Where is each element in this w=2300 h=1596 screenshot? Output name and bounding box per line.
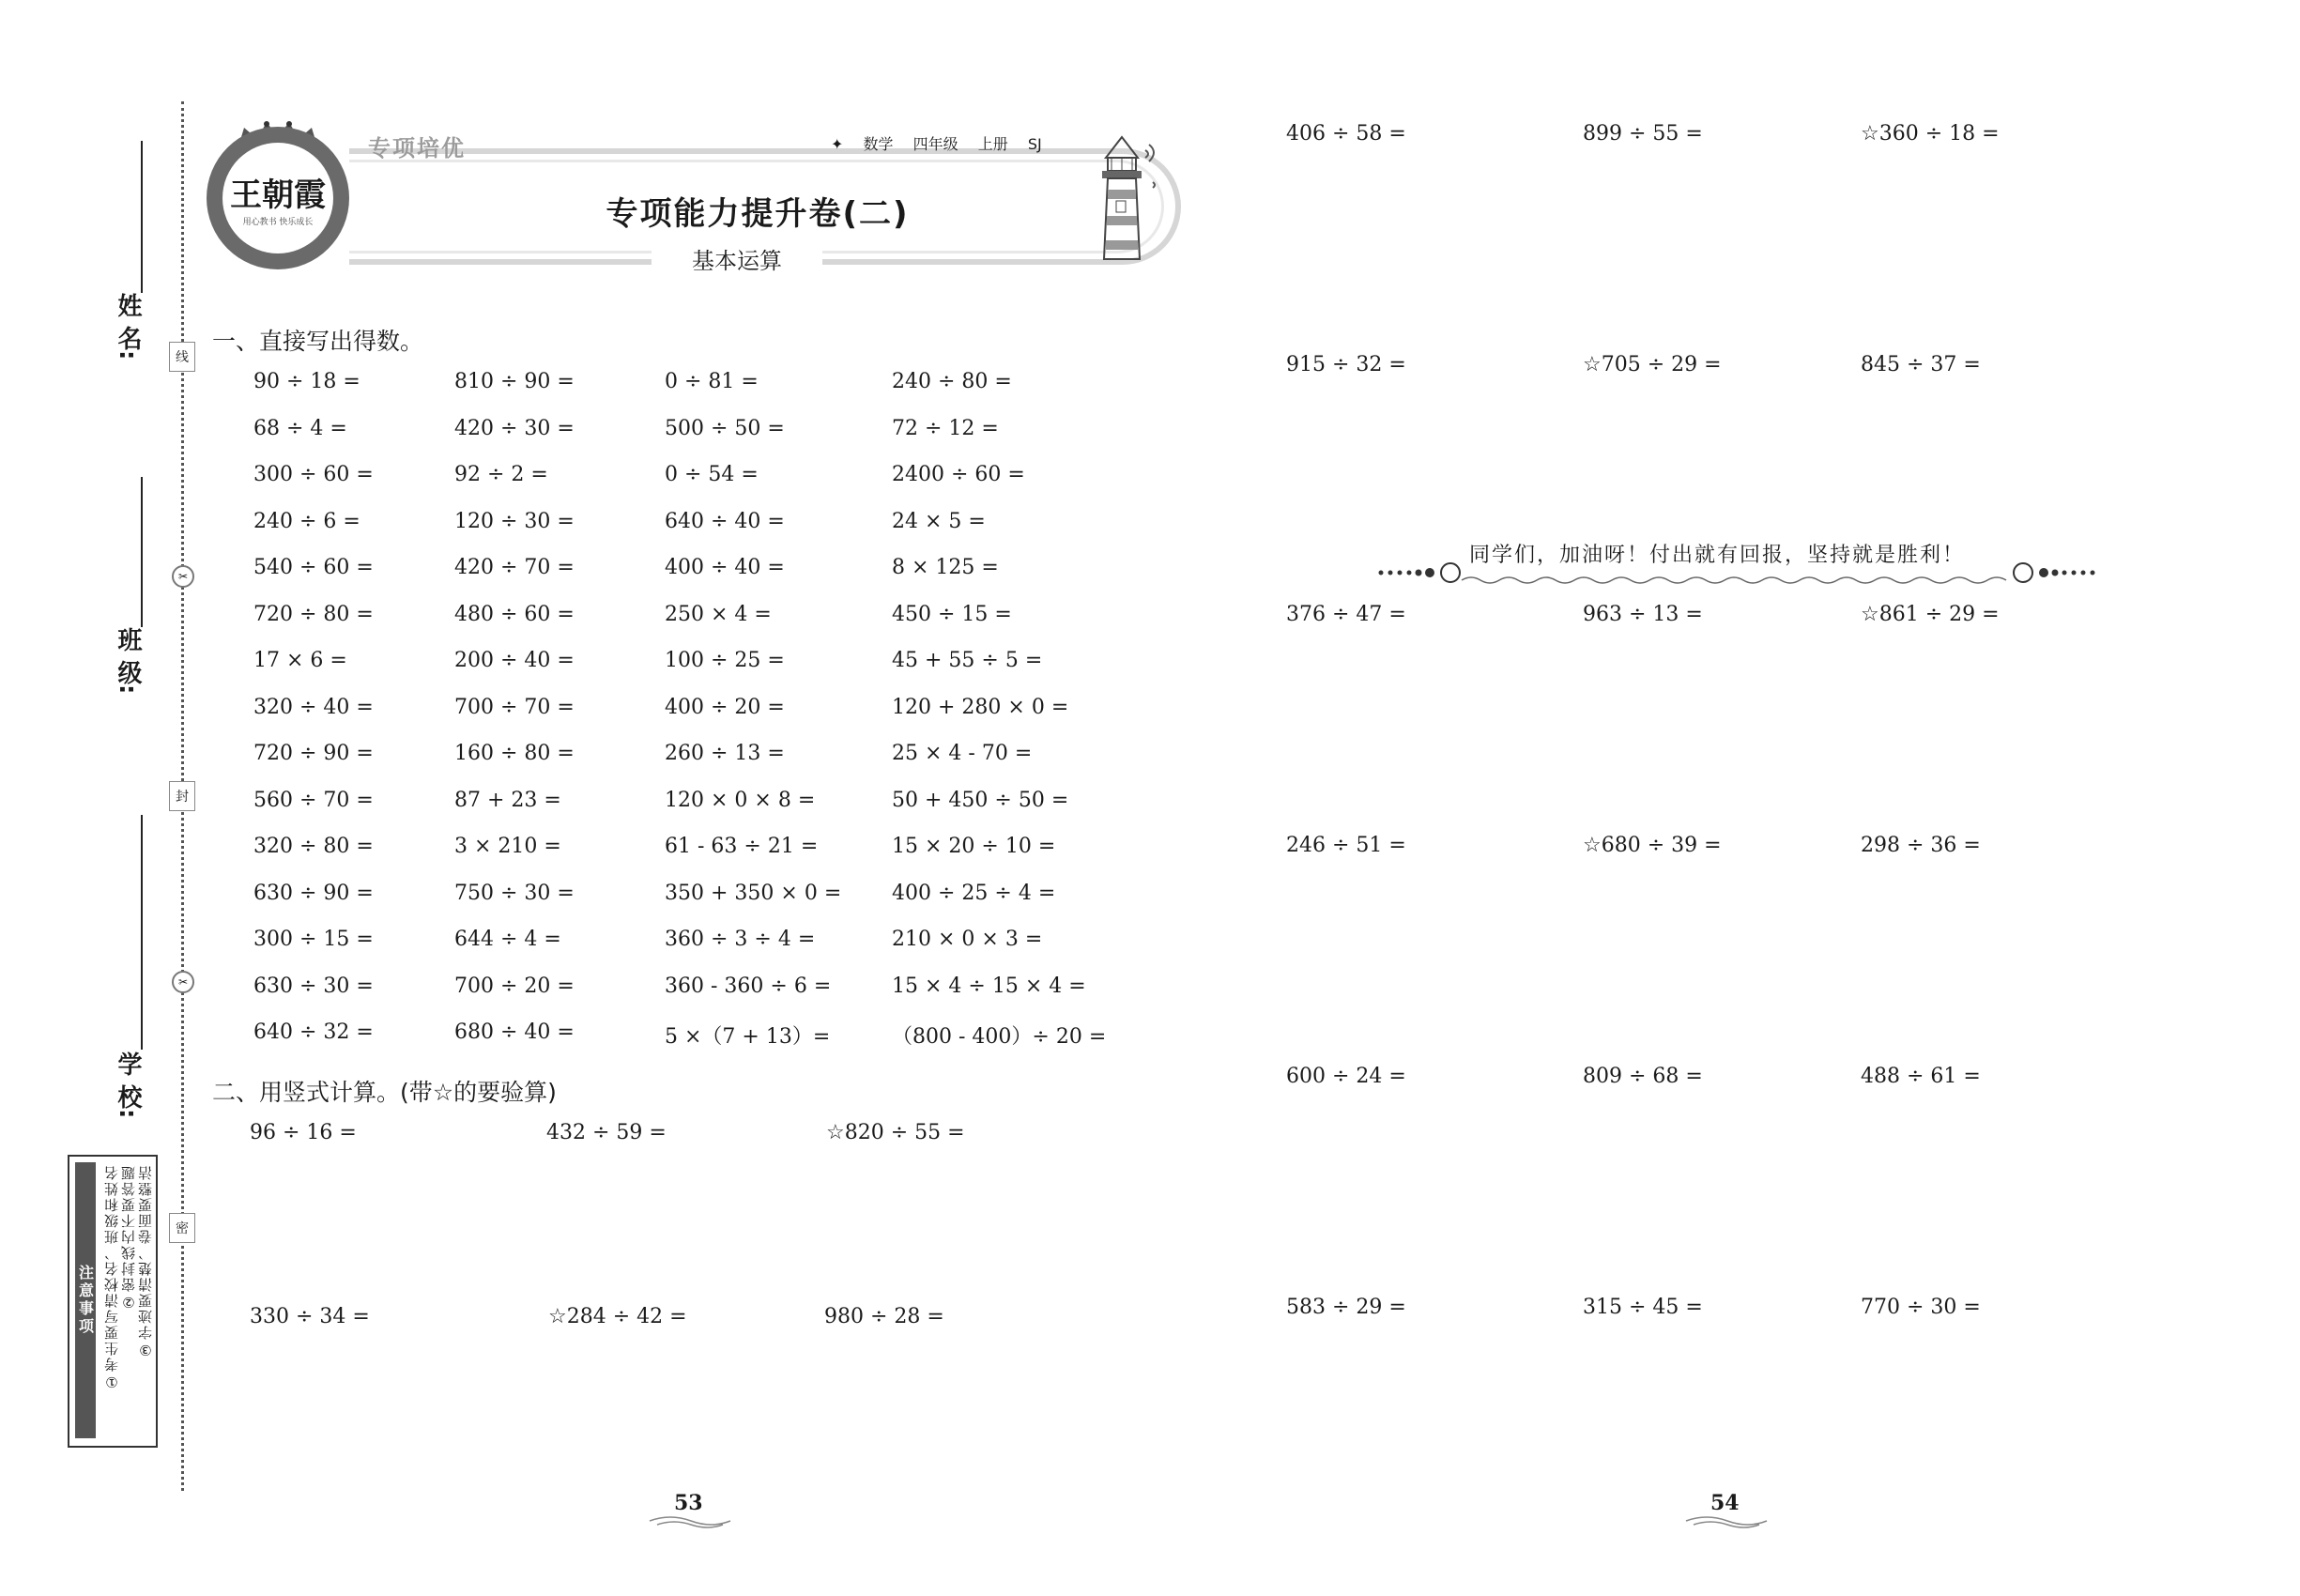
- mental-math-problem: 700 ÷ 20 =: [454, 974, 575, 998]
- notes-box: [68, 1155, 158, 1448]
- long-division-problem: 899 ÷ 55 =: [1583, 122, 1703, 146]
- long-division-problem: 809 ÷ 68 =: [1583, 1065, 1703, 1088]
- long-division-problem: 583 ÷ 29 =: [1286, 1296, 1406, 1319]
- mental-math-problem: 50 + 450 ÷ 50 =: [892, 788, 1069, 812]
- mental-math-problem: 17 × 6 =: [253, 649, 347, 672]
- mental-math-problem: 300 ÷ 15 =: [253, 928, 374, 951]
- decorative-wave-divider: [1375, 561, 2098, 590]
- mental-math-problem: 720 ÷ 90 =: [253, 742, 374, 765]
- long-division-problem: 406 ÷ 58 =: [1286, 122, 1406, 146]
- page-title: 专项能力提升卷(二): [606, 195, 910, 233]
- mental-math-problem: 640 ÷ 32 =: [253, 1021, 374, 1044]
- mental-math-problem: 120 ÷ 30 =: [454, 509, 575, 533]
- long-division-problem: 96 ÷ 16 =: [250, 1121, 357, 1144]
- long-division-problem: 315 ÷ 45 =: [1583, 1296, 1703, 1319]
- mental-math-problem: 320 ÷ 40 =: [253, 695, 374, 719]
- long-division-problem: 488 ÷ 61 =: [1861, 1065, 1981, 1088]
- mental-math-problem: 400 ÷ 25 ÷ 4 =: [892, 881, 1056, 905]
- mental-math-problem: 260 ÷ 13 =: [665, 742, 785, 765]
- mental-math-problem: 3 × 210 =: [454, 835, 561, 858]
- note-item: ②密封线内不要答题: [120, 1164, 137, 1311]
- long-division-problem: ☆705 ÷ 29 =: [1583, 353, 1722, 376]
- mental-math-problem: 15 × 4 ÷ 15 × 4 =: [892, 974, 1086, 998]
- lighthouse-icon: [1080, 130, 1164, 263]
- long-division-problem: 845 ÷ 37 =: [1861, 353, 1981, 376]
- mental-math-problem: 250 × 4 =: [665, 602, 772, 626]
- motivation-text: 同学们，加油呀！付出就有回报，坚持就是胜利！: [1469, 544, 1966, 567]
- long-division-problem: ☆680 ÷ 39 =: [1583, 834, 1722, 857]
- long-division-problem: 432 ÷ 59 =: [546, 1121, 667, 1144]
- mental-math-problem: 120 + 280 × 0 =: [892, 695, 1069, 719]
- page-number-right: 54: [1710, 1491, 1740, 1515]
- mental-math-problem: 420 ÷ 30 =: [454, 416, 575, 440]
- mental-math-problem: 500 ÷ 50 =: [665, 416, 785, 440]
- long-division-problem: 963 ÷ 13 =: [1583, 603, 1703, 626]
- long-division-problem: 298 ÷ 36 =: [1861, 834, 1981, 857]
- mental-math-problem: 210 × 0 × 3 =: [892, 928, 1043, 951]
- logo-slogan: 用心教书 快乐成长: [242, 218, 314, 227]
- long-division-problem: 246 ÷ 51 =: [1286, 834, 1406, 857]
- name-line: [141, 141, 143, 293]
- mental-math-problem: 45 + 55 ÷ 5 =: [892, 649, 1043, 672]
- page-subtitle: 基本运算: [652, 242, 822, 280]
- mental-math-problem: 640 ÷ 40 =: [665, 509, 785, 533]
- class-label: 班 级:: [114, 627, 142, 695]
- mental-math-problem: 360 - 360 ÷ 6 =: [665, 974, 832, 998]
- mental-math-problem: 15 × 20 ÷ 10 =: [892, 835, 1056, 858]
- note-item: ③字迹要清楚、卷面要整洁: [137, 1164, 154, 1358]
- series-label: 专项培优: [368, 135, 466, 161]
- mental-math-problem: 160 ÷ 80 =: [454, 742, 575, 765]
- mental-math-problem: 450 ÷ 15 =: [892, 602, 1012, 626]
- mental-math-problem: 72 ÷ 12 =: [892, 416, 999, 440]
- long-division-problem: ☆820 ÷ 55 =: [826, 1121, 965, 1144]
- long-division-problem: 330 ÷ 34 =: [250, 1305, 370, 1328]
- mental-math-problem: 400 ÷ 20 =: [665, 695, 785, 719]
- long-division-problem: 770 ÷ 30 =: [1861, 1296, 1981, 1319]
- long-division-problem: 980 ÷ 28 =: [824, 1305, 944, 1328]
- school-line: [141, 815, 143, 1050]
- mental-math-problem: 25 × 4 - 70 =: [892, 742, 1033, 765]
- mental-math-problem: （800 - 400）÷ 20 =: [892, 1025, 1107, 1049]
- cut-mark-seal: 封: [169, 781, 195, 811]
- class-line: [141, 477, 143, 627]
- mental-math-problem: 92 ÷ 2 =: [454, 463, 548, 486]
- mental-math-problem: 0 ÷ 81 =: [665, 370, 759, 393]
- book-meta: [831, 132, 1057, 154]
- mental-math-problem: 68 ÷ 4 =: [253, 416, 347, 440]
- scissors-icon: ✂: [172, 971, 194, 993]
- mental-math-problem: 100 ÷ 25 =: [665, 649, 785, 672]
- meta-subject: 数学: [863, 135, 894, 153]
- mental-math-problem: 630 ÷ 30 =: [253, 974, 374, 998]
- mental-math-problem: 420 ÷ 70 =: [454, 556, 575, 579]
- mental-math-problem: 200 ÷ 40 =: [454, 649, 575, 672]
- mental-math-problem: 400 ÷ 40 =: [665, 556, 785, 579]
- long-division-problem: ☆284 ÷ 42 =: [548, 1305, 687, 1328]
- mental-math-problem: 87 + 23 =: [454, 788, 561, 812]
- cut-mark-line: 线: [169, 342, 195, 372]
- mental-math-problem: 320 ÷ 80 =: [253, 835, 374, 858]
- mental-math-problem: 680 ÷ 40 =: [454, 1021, 575, 1044]
- mental-math-problem: 2400 ÷ 60 =: [892, 463, 1025, 486]
- mental-math-problem: 90 ÷ 18 =: [253, 370, 360, 393]
- notes-title: 注意事项: [75, 1162, 96, 1438]
- mental-math-problem: 61 - 63 ÷ 21 =: [665, 835, 819, 858]
- cut-mark-secret: 密: [169, 1213, 195, 1243]
- long-division-problem: ☆360 ÷ 18 =: [1861, 122, 2000, 146]
- meta-volume: 上册: [977, 135, 1008, 153]
- mental-math-problem: 120 × 0 × 8 =: [665, 788, 816, 812]
- star-icon: ✦: [831, 135, 844, 153]
- name-label: 姓 名:: [114, 293, 142, 361]
- mental-math-problem: 300 ÷ 60 =: [253, 463, 374, 486]
- mental-math-problem: 360 ÷ 3 ÷ 4 =: [665, 928, 816, 951]
- page-number-left: 53: [674, 1491, 703, 1515]
- scissors-icon: ✂: [172, 565, 194, 588]
- mental-math-problem: 630 ÷ 90 =: [253, 881, 374, 905]
- mental-math-problem: 540 ÷ 60 =: [253, 556, 374, 579]
- mental-math-problem: 750 ÷ 30 =: [454, 881, 575, 905]
- mental-math-problem: 0 ÷ 54 =: [665, 463, 759, 486]
- mental-math-problem: 350 + 350 × 0 =: [665, 881, 842, 905]
- long-division-problem: 600 ÷ 24 =: [1286, 1065, 1406, 1088]
- mental-math-problem: 240 ÷ 6 =: [253, 509, 360, 533]
- meta-edition: SJ: [1027, 135, 1042, 153]
- school-label: 学 校:: [114, 1051, 142, 1119]
- mental-math-problem: 24 × 5 =: [892, 509, 986, 533]
- mental-math-problem: 240 ÷ 80 =: [892, 370, 1012, 393]
- meta-grade: 四年级: [912, 135, 958, 153]
- section-1-heading: 一、直接写出得数。: [212, 328, 424, 355]
- logo: [207, 127, 349, 269]
- long-division-problem: ☆861 ÷ 29 =: [1861, 603, 2000, 626]
- mental-math-problem: 644 ÷ 4 =: [454, 928, 561, 951]
- mental-math-problem: 8 × 125 =: [892, 556, 999, 579]
- long-division-problem: 915 ÷ 32 =: [1286, 353, 1406, 376]
- section-2-heading: 二、用竖式计算。(带☆的要验算): [212, 1079, 557, 1106]
- note-item: ①考生要写清校名、班级和姓名: [103, 1164, 120, 1390]
- mental-math-problem: 700 ÷ 70 =: [454, 695, 575, 719]
- mental-math-problem: 720 ÷ 80 =: [253, 602, 374, 626]
- logo-name: 王朝霞: [230, 176, 326, 214]
- mental-math-problem: 560 ÷ 70 =: [253, 788, 374, 812]
- mental-math-problem: 480 ÷ 60 =: [454, 602, 575, 626]
- mental-math-problem: 810 ÷ 90 =: [454, 370, 575, 393]
- long-division-problem: 376 ÷ 47 =: [1286, 603, 1406, 626]
- mental-math-problem: 5 ×（7 + 13）=: [665, 1025, 831, 1049]
- page-number-ornament: [1684, 1513, 1769, 1528]
- page-number-ornament: [648, 1513, 732, 1528]
